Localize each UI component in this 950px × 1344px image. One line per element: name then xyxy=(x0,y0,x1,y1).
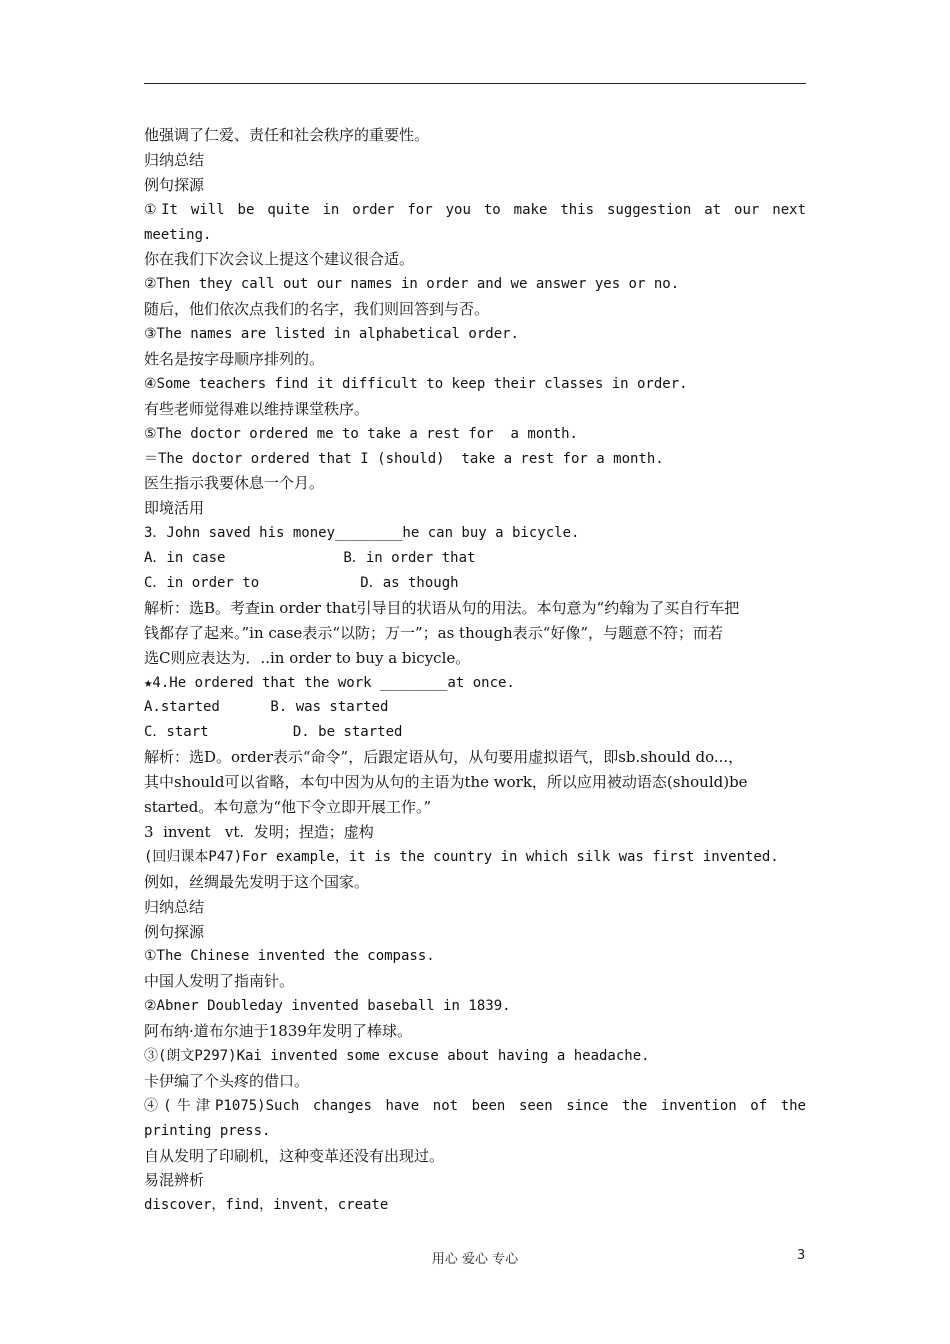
translation-line: 自从发明了印刷机，这种变革还没有出现过。 xyxy=(144,1146,445,1165)
page-number: 3 xyxy=(797,1248,806,1263)
question-line: ★4.He ordered that the work ________at once. xyxy=(144,674,515,691)
answer-option-line: C．start D. be started xyxy=(144,724,403,741)
section-heading: 即境活用 xyxy=(144,499,205,518)
example-sentence: meeting. xyxy=(144,226,212,243)
explanation-line: started。本句意为“他下令立即开展工作。” xyxy=(144,798,432,817)
example-sentence: ③(朗文P297)Kai invented some excuse about having a headache. xyxy=(144,1047,650,1064)
explanation-line: 解析：选B。考查in order that引导目的状语从句的用法。本句意为“约翰为了买自行车把 xyxy=(144,598,740,617)
translation-line: 例如，丝绸最先发明于这个国家。 xyxy=(144,872,370,891)
document-body xyxy=(144,123,806,1218)
explanation-line: 解析：选D。order表示“命令”，后跟定语从句，从句要用虚拟语气，即sb.should do...， xyxy=(144,748,744,767)
vocab-entry-heading: 3 invent vt. 发明；捏造；虚构 xyxy=(144,822,374,841)
example-sentence: ①It will be quite in order for you to make this suggestion at our next xyxy=(144,201,806,218)
example-sentence: ①The Chinese invented the compass. xyxy=(144,948,435,965)
translation-line: 卡伊编了个头疼的借口。 xyxy=(144,1071,310,1090)
example-sentence: ②Abner Doubleday invented baseball in 1839. xyxy=(144,998,511,1015)
section-heading: 归纳总结 xyxy=(144,897,205,916)
section-heading: 归纳总结 xyxy=(144,150,205,169)
translation-line: 你在我们下次会议上提这个建议很合适。 xyxy=(144,250,415,269)
answer-option-line: A.started B. was started xyxy=(144,699,389,716)
translation-line: 中国人发明了指南针。 xyxy=(144,972,295,991)
footer-text: 用心 爱心 专心 xyxy=(431,1252,519,1267)
textbook-example: (回归课本P47)For example，it is the country in which silk was first invented. xyxy=(144,848,779,865)
explanation-line: 选C则应表达为．..in order to buy a bicycle。 xyxy=(144,648,471,667)
page-footer xyxy=(0,1248,950,1268)
example-sentence: ＝The doctor ordered that I (should) take a rest for a month. xyxy=(144,450,664,467)
section-heading: 例句探源 xyxy=(144,922,205,941)
example-sentence: ②Then they call out our names in order and we answer yes or no. xyxy=(144,276,680,293)
explanation-line: 其中should可以省略，本句中因为从句的主语为the work，所以应用被动语态(should)be xyxy=(144,773,748,792)
example-sentence: ⑤The doctor ordered me to take a rest for a month. xyxy=(144,425,578,442)
header-rule xyxy=(144,83,806,84)
translation-line: 有些老师觉得难以维持课堂秩序。 xyxy=(144,399,370,418)
question-line: 3．John saved his money________he can buy a bicycle. xyxy=(144,525,580,542)
example-sentence: ④(牛津P1075)Such changes have not been seen since the invention of the xyxy=(144,1097,806,1114)
example-sentence: ③The names are listed in alphabetical order. xyxy=(144,326,519,343)
example-sentence: ④Some teachers find it difficult to keep their classes in order. xyxy=(144,375,688,392)
translation-line: 阿布纳·道布尔迪于1839年发明了棒球。 xyxy=(144,1022,412,1041)
answer-option-line: A．in case B．in order that xyxy=(144,550,476,567)
word-list-line: discover，find，invent，create xyxy=(144,1197,389,1214)
answer-option-line: C．in order to D．as though xyxy=(144,575,459,592)
section-heading: 例句探源 xyxy=(144,175,205,194)
translation-line: 医生指示我要休息一个月。 xyxy=(144,474,325,493)
translation-line: 随后，他们依次点我们的名字，我们则回答到与否。 xyxy=(144,300,490,319)
text-line: 他强调了仁爱、责任和社会秩序的重要性。 xyxy=(144,126,430,144)
example-sentence: printing press. xyxy=(144,1122,271,1139)
translation-line: 姓名是按字母顺序排列的。 xyxy=(144,350,325,369)
explanation-line: 钱都存了起来。”in case表示“以防；万一”；as though表示“好像”，与题意不符；而若 xyxy=(144,623,724,642)
section-heading: 易混辨析 xyxy=(144,1171,205,1190)
